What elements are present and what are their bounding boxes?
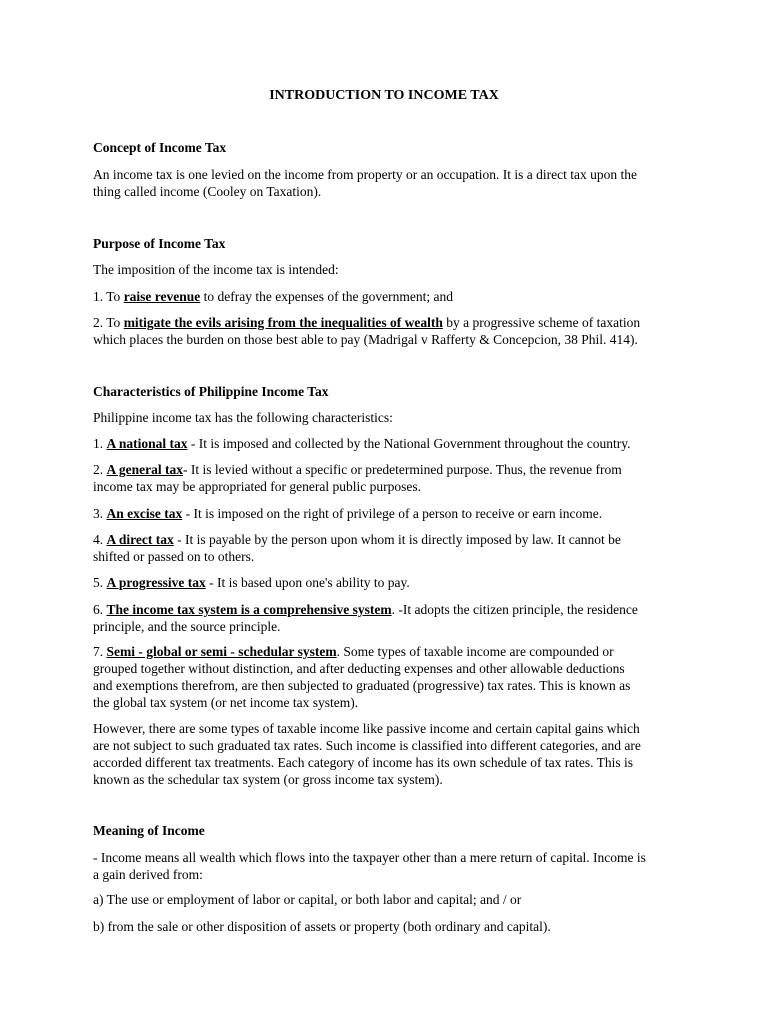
characteristics-intro: Philippine income tax has the following characteristics: xyxy=(93,410,393,425)
purpose-item-2-line-2: which places the burden on those best able to pay (Madrigal v Rafferty & Concepcion, 38 Phil. 414). xyxy=(93,332,638,347)
purpose-item-2-term: mitigate the evils arising from the inequalities of wealth xyxy=(123,315,443,330)
concept-line-1: An income tax is one levied on the income from property or an occupation. It is a direct tax upon the xyxy=(93,167,637,182)
purpose-intro: The imposition of the income tax is intended: xyxy=(93,262,339,277)
purpose-item-1-term: raise revenue xyxy=(123,289,201,304)
characteristic-item-4-text: - It is payable by the person upon whom it is directly imposed by law. It cannot be xyxy=(173,532,621,547)
characteristic-item-5-line xyxy=(93,574,693,591)
characteristic-item-7-prefix: 7. xyxy=(93,644,107,659)
characteristic-item-2-prefix: 2. xyxy=(93,462,107,477)
characteristic-item-7-line-1 xyxy=(93,643,693,660)
meaning-item-b: b) from the sale or other disposition of assets or property (both ordinary and capital). xyxy=(93,919,551,934)
meaning-line-2: a gain derived from: xyxy=(93,867,203,882)
characteristic-item-6-prefix: 6. xyxy=(93,602,107,617)
characteristic-item-4 xyxy=(93,531,693,565)
characteristics-heading: Characteristics of Philippine Income Tax xyxy=(93,384,329,399)
purpose-item-2-text: by a progressive scheme of taxation xyxy=(442,315,641,330)
characteristic-item-5-term: A progressive tax xyxy=(106,575,206,590)
characteristic-item-2-text: - It is levied without a specific or predetermined purpose. Thus, the revenue from xyxy=(183,462,622,477)
characteristic-item-2-line-1 xyxy=(93,461,693,478)
concept-paragraph xyxy=(93,166,693,200)
schedular-line-2: are not subject to such graduated tax rates. Such income is classified into different categories, and are xyxy=(93,738,641,753)
characteristic-item-7-term: Semi - global or semi - schedular system xyxy=(106,644,337,659)
characteristic-item-3-line xyxy=(93,505,693,522)
characteristic-item-1-line xyxy=(93,435,693,452)
characteristic-item-1 xyxy=(93,435,693,452)
characteristic-item-7-line-4: the global tax system (or net income tax system). xyxy=(93,695,359,710)
characteristic-item-1-text: - It is imposed and collected by the National Government throughout the country. xyxy=(187,436,631,451)
characteristic-item-3-term: An excise tax xyxy=(106,506,183,521)
characteristic-item-6 xyxy=(93,601,693,635)
characteristic-item-3 xyxy=(93,505,693,522)
characteristic-item-2-term: A general tax xyxy=(106,462,183,477)
purpose-item-2-line-1 xyxy=(93,314,693,331)
meaning-heading: Meaning of Income xyxy=(93,823,205,838)
characteristic-item-1-prefix: 1. xyxy=(93,436,107,451)
document-title: INTRODUCTION TO INCOME TAX xyxy=(269,88,499,103)
concept-line-2: thing called income (Cooley on Taxation). xyxy=(93,184,322,199)
characteristic-item-5-prefix: 5. xyxy=(93,575,107,590)
characteristic-item-4-term: A direct tax xyxy=(106,532,174,547)
characteristic-item-7 xyxy=(93,643,693,711)
characteristic-item-6-line-1 xyxy=(93,601,693,618)
characteristic-item-7-text: . Some types of taxable income are compounded or xyxy=(336,644,614,659)
purpose-item-1-line xyxy=(93,288,693,305)
schedular-paragraph xyxy=(93,720,693,788)
purpose-item-1-text: to defray the expenses of the government; and xyxy=(200,289,453,304)
characteristic-item-2-line-2: income tax may be appropriated for general public purposes. xyxy=(93,479,422,494)
schedular-line-3: accorded different tax treatments. Each category of income has its own schedule of tax rates. This is xyxy=(93,755,634,770)
schedular-line-4: known as the schedular tax system (or gross income tax system). xyxy=(93,772,443,787)
purpose-item-2-prefix: 2. To xyxy=(93,315,124,330)
concept-heading: Concept of Income Tax xyxy=(93,140,227,155)
characteristic-item-5-text: - It is based upon one's ability to pay. xyxy=(205,575,410,590)
meaning-item-a: a) The use or employment of labor or capital, or both labor and capital; and / or xyxy=(93,892,522,907)
characteristic-item-1-term: A national tax xyxy=(106,436,188,451)
purpose-item-2 xyxy=(93,314,693,348)
characteristic-item-3-prefix: 3. xyxy=(93,506,107,521)
purpose-item-1 xyxy=(93,288,693,305)
purpose-heading: Purpose of Income Tax xyxy=(93,236,226,251)
meaning-paragraph xyxy=(93,849,693,883)
characteristic-item-5 xyxy=(93,574,693,591)
characteristic-item-6-line-2: principle, and the source principle. xyxy=(93,619,281,634)
characteristic-item-7-line-2: grouped together without distinction, and after deducting expenses and other allowable deductions xyxy=(93,661,625,676)
characteristic-item-3-text: - It is imposed on the right of privilege of a person to receive or earn income. xyxy=(182,506,603,521)
characteristic-item-6-term: The income tax system is a comprehensive system xyxy=(106,602,392,617)
characteristic-item-4-prefix: 4. xyxy=(93,532,107,547)
characteristic-item-4-line-2: shifted or passed on to others. xyxy=(93,549,255,564)
characteristic-item-4-line-1 xyxy=(93,531,693,548)
characteristic-item-2 xyxy=(93,461,693,495)
meaning-line-1: - Income means all wealth which flows into the taxpayer other than a mere return of capital. Income is xyxy=(93,850,646,865)
purpose-item-1-prefix: 1. To xyxy=(93,289,124,304)
schedular-line-1: However, there are some types of taxable income like passive income and certain capital gains which xyxy=(93,721,640,736)
characteristic-item-6-text: . -It adopts the citizen principle, the residence xyxy=(391,602,638,617)
characteristic-item-7-line-3: and exemptions therefrom, are then subjected to graduated (progressive) tax rates. This is known as xyxy=(93,678,631,693)
